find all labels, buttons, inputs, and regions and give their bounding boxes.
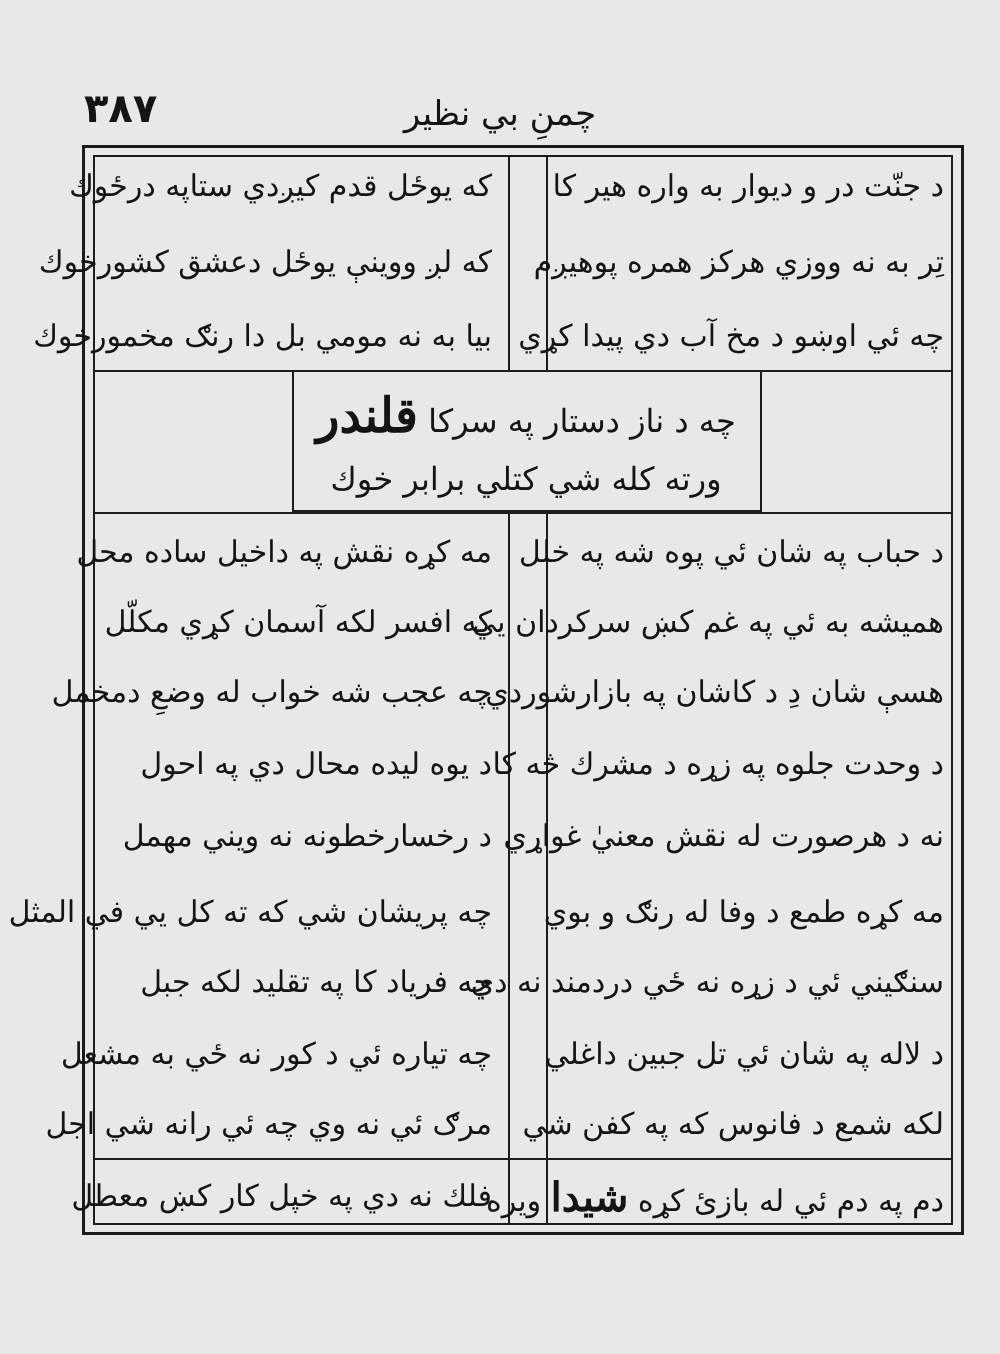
bottom-right-verse-2: هميشه به ئي په غم كښ سركردان يي	[472, 605, 944, 640]
bottom-left-verse-6: چه پريشان شي كه ته كل يي في المثل	[8, 895, 492, 930]
center-verse-1	[292, 388, 760, 444]
pen-name-shaida: شيدا	[550, 1174, 629, 1221]
bottom-right-verse-1: د حباب په شان ئي پوه شه په خلل	[518, 535, 944, 570]
top-right-verse-1: د جنّت در و ديوار به واره هير كا	[552, 169, 944, 204]
bottom-left-verse-5: د رخسارخطونه نه ويني مهمل	[122, 819, 492, 854]
final-right-verse	[485, 1174, 944, 1221]
bottom-right-verse-4: د وحدت جلوه په زړه د مشرك څه كا	[492, 747, 944, 782]
center-box-right	[760, 370, 762, 512]
bottom-left-verse-3: چه عجب شه خواب له وضعِ دمخمل	[51, 675, 492, 710]
final-row-divider	[93, 1158, 953, 1160]
top-left-verse-1: كه يوځل قدم كيږدي ستاپه درځوك	[69, 169, 492, 204]
pen-name-qalandar: قلندر	[316, 388, 418, 444]
bottom-left-verse-7: چه فرياد كا په تقليد لكه جبل	[140, 965, 492, 1000]
top-column-divider-left	[508, 155, 510, 370]
center-verse-1-text: چه د ناز دستار په سركا	[428, 402, 736, 440]
bottom-right-verse-8: د لاله په شان ئي تل جبين داغلي	[544, 1037, 944, 1072]
center-box-top	[292, 370, 760, 372]
center-verse-2: ورته كله شي كتلي برابر خوك	[330, 460, 722, 498]
page-number: ۳۸۷	[84, 86, 158, 132]
bottom-left-verse-2: كه افسر لكه آسمان كړي مكلّل	[104, 605, 492, 640]
bottom-section-top	[93, 512, 953, 514]
bottom-right-verse-3: هسې شان دِ د كاشان په بازارشوردي	[485, 675, 944, 710]
top-right-verse-3: چه ئي اوښو د مخ آب دي پيدا كړي	[518, 319, 944, 354]
bottom-left-verse-4: د يوه ليده محال دي په احول	[140, 747, 492, 782]
bottom-right-verse-6: مه كړه طمع د وفا له رنګ و بوي	[543, 895, 944, 930]
bottom-right-verse-9: لكه شمع د فانوس كه په كفن شي	[522, 1107, 944, 1142]
final-right-verse-end: ويره	[485, 1184, 542, 1219]
bottom-left-verse-8: چه تياره ئي د كور نه ځي به مشعل	[60, 1037, 492, 1072]
final-left-verse: فلك نه دي په خپل كار كښ معطل	[71, 1179, 492, 1214]
bottom-left-verse-9: مرګ ئي نه وي چه ئي رانه شي اجل	[45, 1107, 492, 1142]
top-left-verse-3: بيا به نه مومي بل دا رنګ مخمورخوك	[33, 319, 492, 354]
bottom-right-verse-5: نه د هرصورت له نقش معنيٰ غواړي	[503, 819, 944, 854]
final-right-verse-text: دم په دم ئي له بازئ كړه	[637, 1184, 944, 1219]
top-left-verse-2: كه لږ ووينې يوځل دعشق كشورخوك	[38, 245, 492, 280]
bottom-right-verse-7: سنګيني ئي د زړه نه ځي دردمند نه دي	[470, 965, 944, 1000]
bottom-left-verse-1: مه كړه نقش په داخيل ساده محل	[76, 535, 492, 570]
top-right-verse-2: تِر به نه ووزي هركز همره پوهيږم	[533, 245, 944, 280]
page-header: چمنِ بي نظير	[403, 94, 597, 134]
